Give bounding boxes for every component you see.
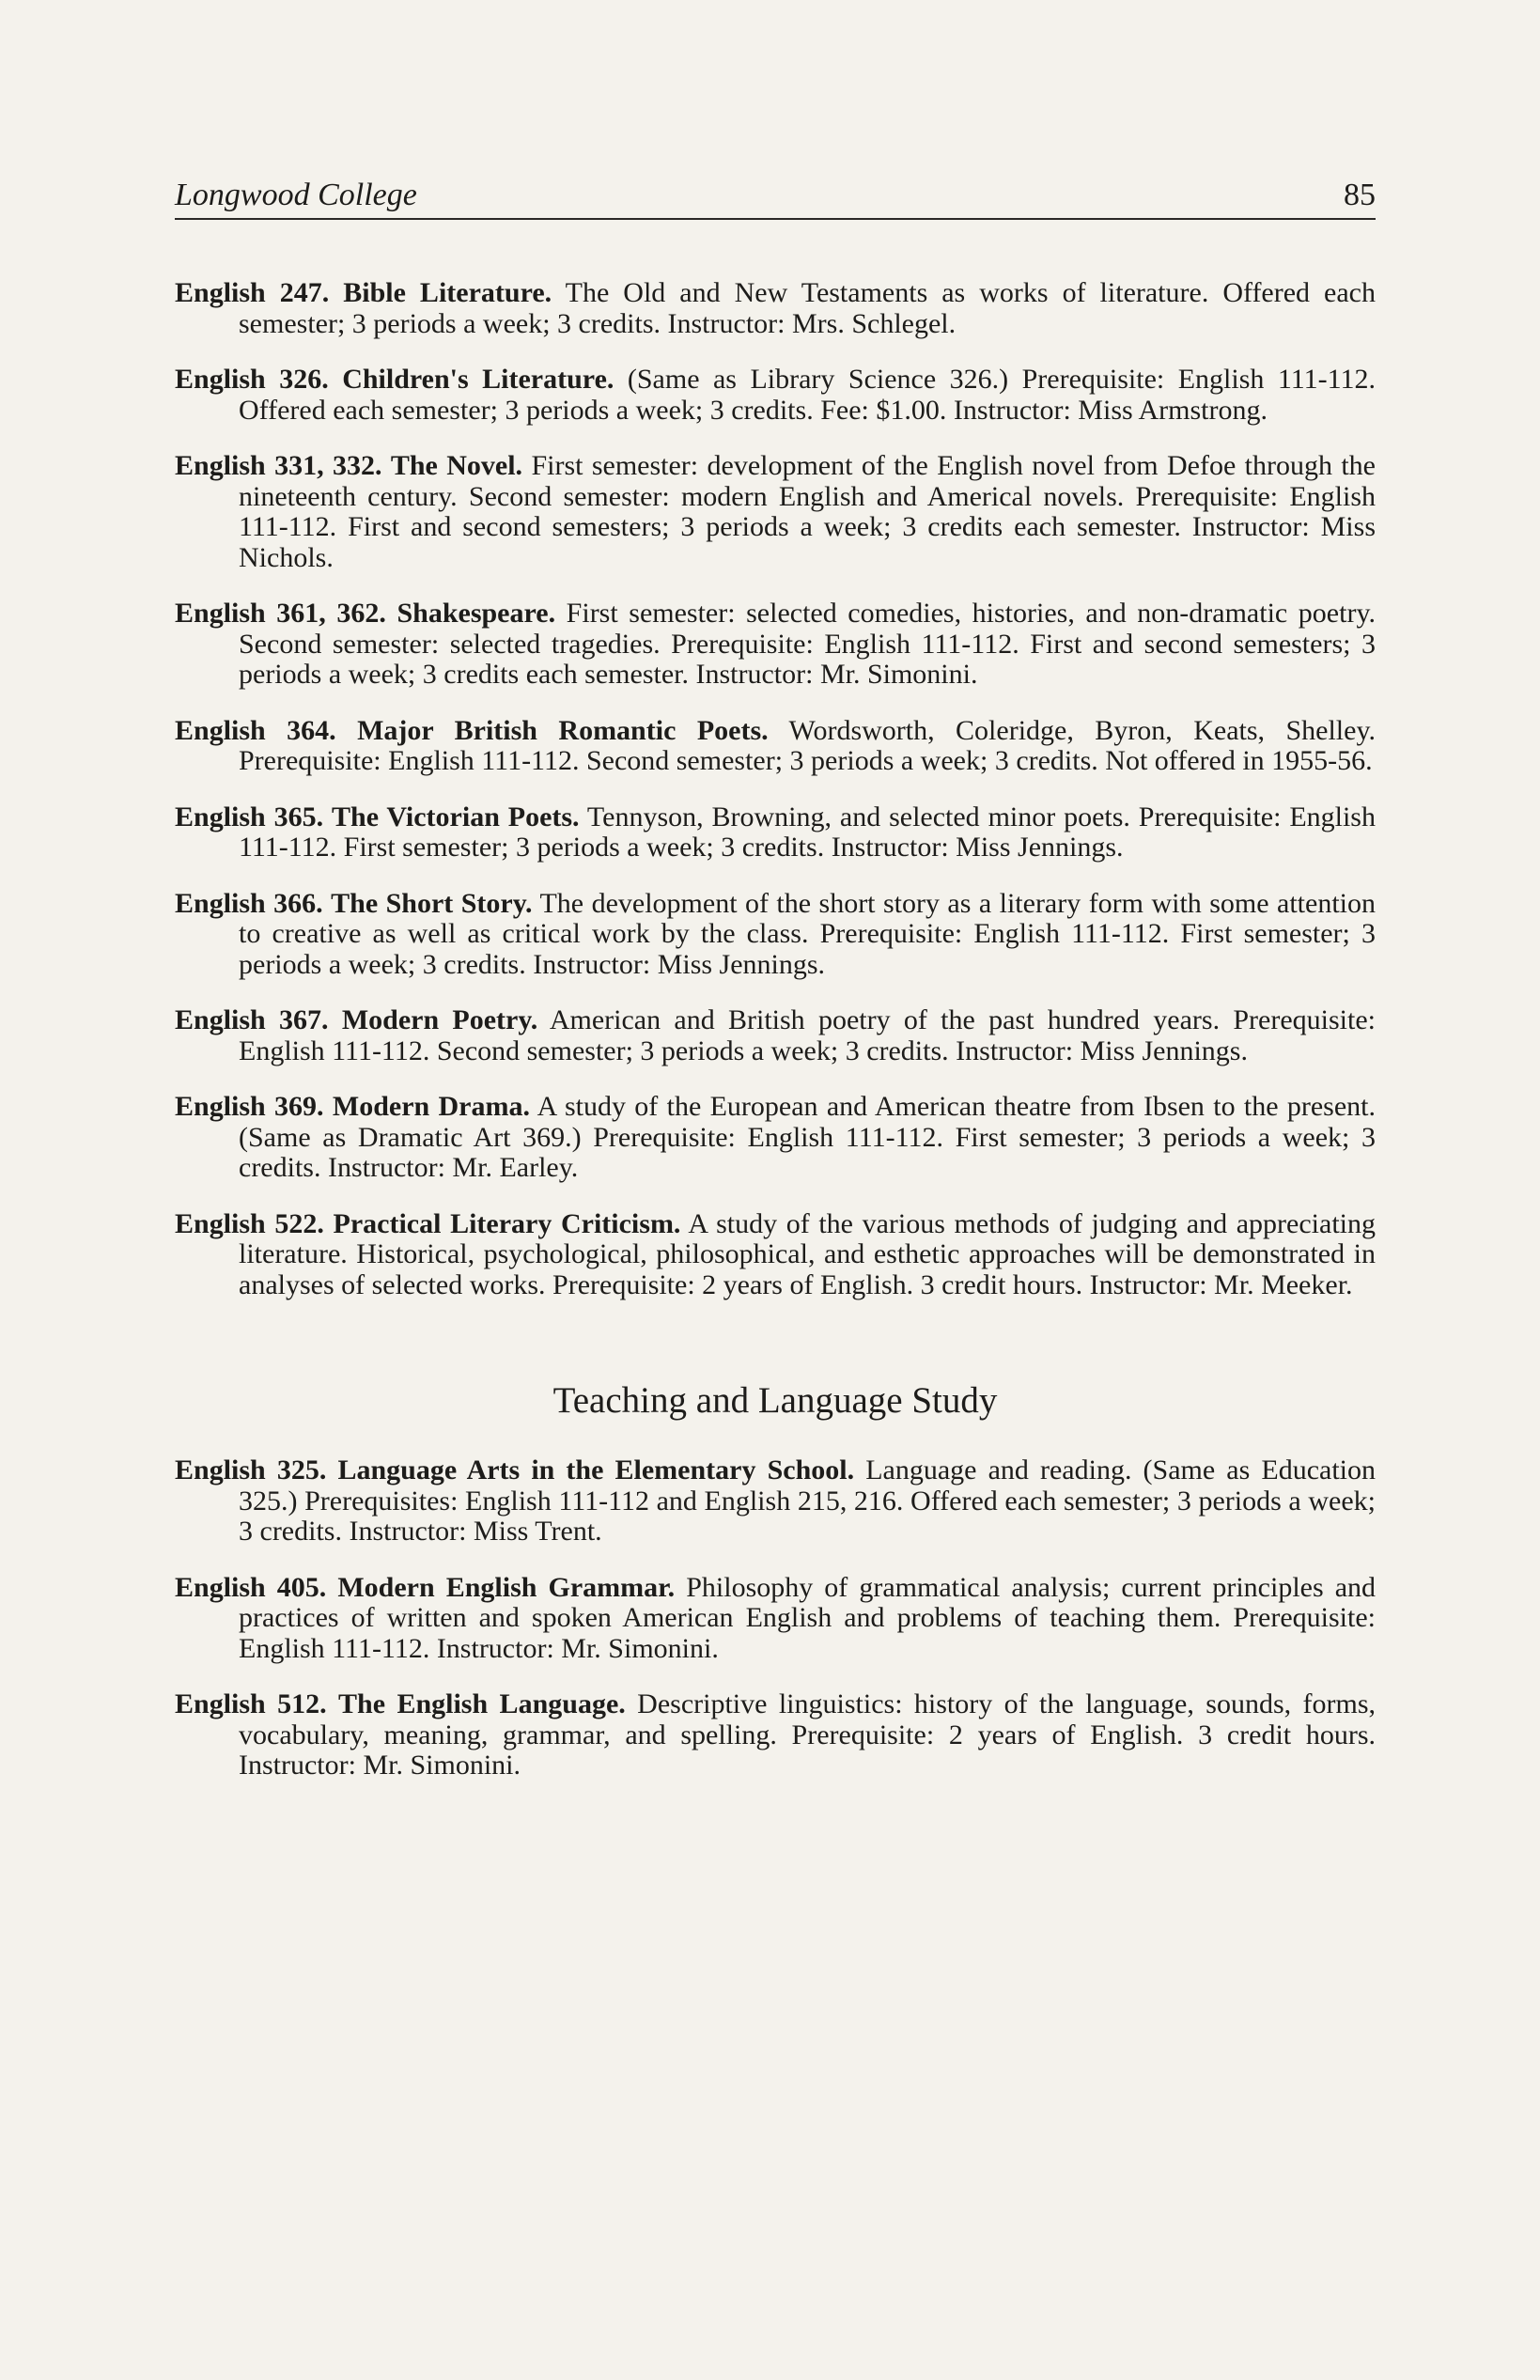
course-code: English 326. [175, 364, 329, 395]
course-description: Wordsworth, Coleridge, Byron, Keats, Shelley. Prerequisite: English 111-112. Second semester; 3 periods a week; 3 credits. Not offered in 1955-56. [239, 714, 1377, 776]
running-head [175, 177, 1376, 220]
course-entry [175, 599, 1376, 691]
course-code: English 367. [175, 1004, 329, 1035]
course-code: English 512. [175, 1688, 327, 1719]
course-title: Major British Romantic Poets. [357, 714, 769, 746]
course-title: The Short Story. [331, 887, 533, 919]
course-title: Modern English Grammar. [337, 1571, 676, 1603]
course-entry [175, 716, 1376, 777]
course-entry [175, 1573, 1376, 1665]
course-entry [175, 1209, 1376, 1301]
course-description: The development of the short story as a literary form with some attention to creative as well as critical work by the class. Prerequisite: English 111-112. First semester; 3 periods a week; 3 credits. Instructor: Miss Jennings. [239, 887, 1376, 980]
course-code: English 325. [175, 1454, 327, 1486]
course-code: English 405. [175, 1571, 327, 1603]
page-number: 85 [1344, 178, 1376, 212]
course-entry [175, 1455, 1376, 1548]
course-description: Tennyson, Browning, and selected minor poets. Prerequisite: English 111-112. First semester; 3 periods a week; 3 credits. Instructor: Miss Jennings. [239, 801, 1376, 863]
course-title: The Victorian Poets. [332, 801, 580, 832]
course-code: English 366. [175, 887, 323, 919]
course-entry [175, 278, 1376, 339]
course-title: Language Arts in the Elementary School. [337, 1454, 855, 1486]
course-code: English 369. [175, 1091, 324, 1122]
course-description: Philosophy of grammatical analysis; current principles and practices of written and spoken American English and problems of teaching them. Prerequisite: English 111-112. Instructor: Mr. Simonini. [239, 1571, 1377, 1664]
course-description: Descriptive linguistics: history of the language, sounds, forms, vocabulary, meaning, grammar, and spelling. Prerequisite: 2 years of English. 3 credit hours. Instructor: Mr. Simonini. [239, 1688, 1377, 1781]
course-title: Practical Literary Criticism. [333, 1207, 681, 1239]
course-description: A study of the various methods of judging and appreciating literature. Historical, psychological, philosophical, and esthetic approaches will be demonstrated in analyses of selected works. Prerequisite: 2 years of English. 3 credit hours. Instructor: Mr. Meeker. [239, 1207, 1376, 1300]
course-code: English 365. [175, 801, 324, 832]
course-title: Modern Poetry. [341, 1004, 538, 1035]
course-entry [175, 365, 1376, 426]
course-entry [175, 451, 1376, 573]
course-entry [175, 1689, 1376, 1781]
course-entry [175, 802, 1376, 863]
section-heading: Teaching and Language Study [552, 1380, 998, 1421]
course-title: Bible Literature. [343, 277, 552, 308]
course-entry [175, 1092, 1376, 1184]
course-description: The Old and New Testaments as works of literature. Offered each semester; 3 periods a week; 3 credits. Instructor: Mrs. Schlegel. [239, 277, 1377, 339]
course-title: Children's Literature. [342, 364, 614, 395]
course-code: English 522. [175, 1207, 324, 1239]
course-description: Language and reading. (Same as Education 325.) Prerequisites: English 111-112 and English 215, 216. Offered each semester; 3 periods a week; 3 credits. Instructor: Miss Trent. [239, 1454, 1377, 1547]
course-title: The English Language. [338, 1688, 626, 1719]
course-code: English 331, 332. [175, 450, 382, 481]
course-entry [175, 1005, 1376, 1066]
course-description: First semester: development of the English novel from Defoe through the nineteenth century. Second semester: modern English and Americal novels. Prerequisite: English 111-112. First and second semesters; 3 periods a week; 3 credits each semester. Instructor: Miss Nichols. [239, 450, 1376, 573]
course-description: (Same as Library Science 326.) Prerequisite: English 111-112. Offered each semester; 3 periods a week; 3 credits. Fee: $1.00. Instructor: Miss Armstrong. [239, 364, 1377, 426]
course-description: First semester: selected comedies, histories, and non-dramatic poetry. Second semester: selected tragedies. Prerequisite: English 111-112. First and second semesters; 3 periods a week; 3 credits each semester. Instructor: Mr. Simonini. [239, 598, 1376, 690]
course-title: Modern Drama. [332, 1091, 530, 1122]
course-entry [175, 889, 1376, 981]
course-code: English 364. [175, 714, 336, 746]
course-code: English 247. [175, 277, 330, 308]
running-title: Longwood College [175, 178, 417, 212]
course-description: A study of the European and American theatre from Ibsen to the present. (Same as Dramatic Art 369.) Prerequisite: English 111-112. First semester; 3 periods a week; 3 credits. Instructor: Mr. Earley. [239, 1091, 1376, 1183]
course-title: Shakespeare. [397, 598, 556, 629]
course-description: American and British poetry of the past hundred years. Prerequisite: English 111-112. Second semester; 3 periods a week; 3 credits. Instructor: Miss Jennings. [239, 1004, 1376, 1066]
course-code: English 361, 362. [175, 598, 386, 629]
course-title: The Novel. [390, 450, 523, 481]
course-listing [175, 278, 1376, 1807]
